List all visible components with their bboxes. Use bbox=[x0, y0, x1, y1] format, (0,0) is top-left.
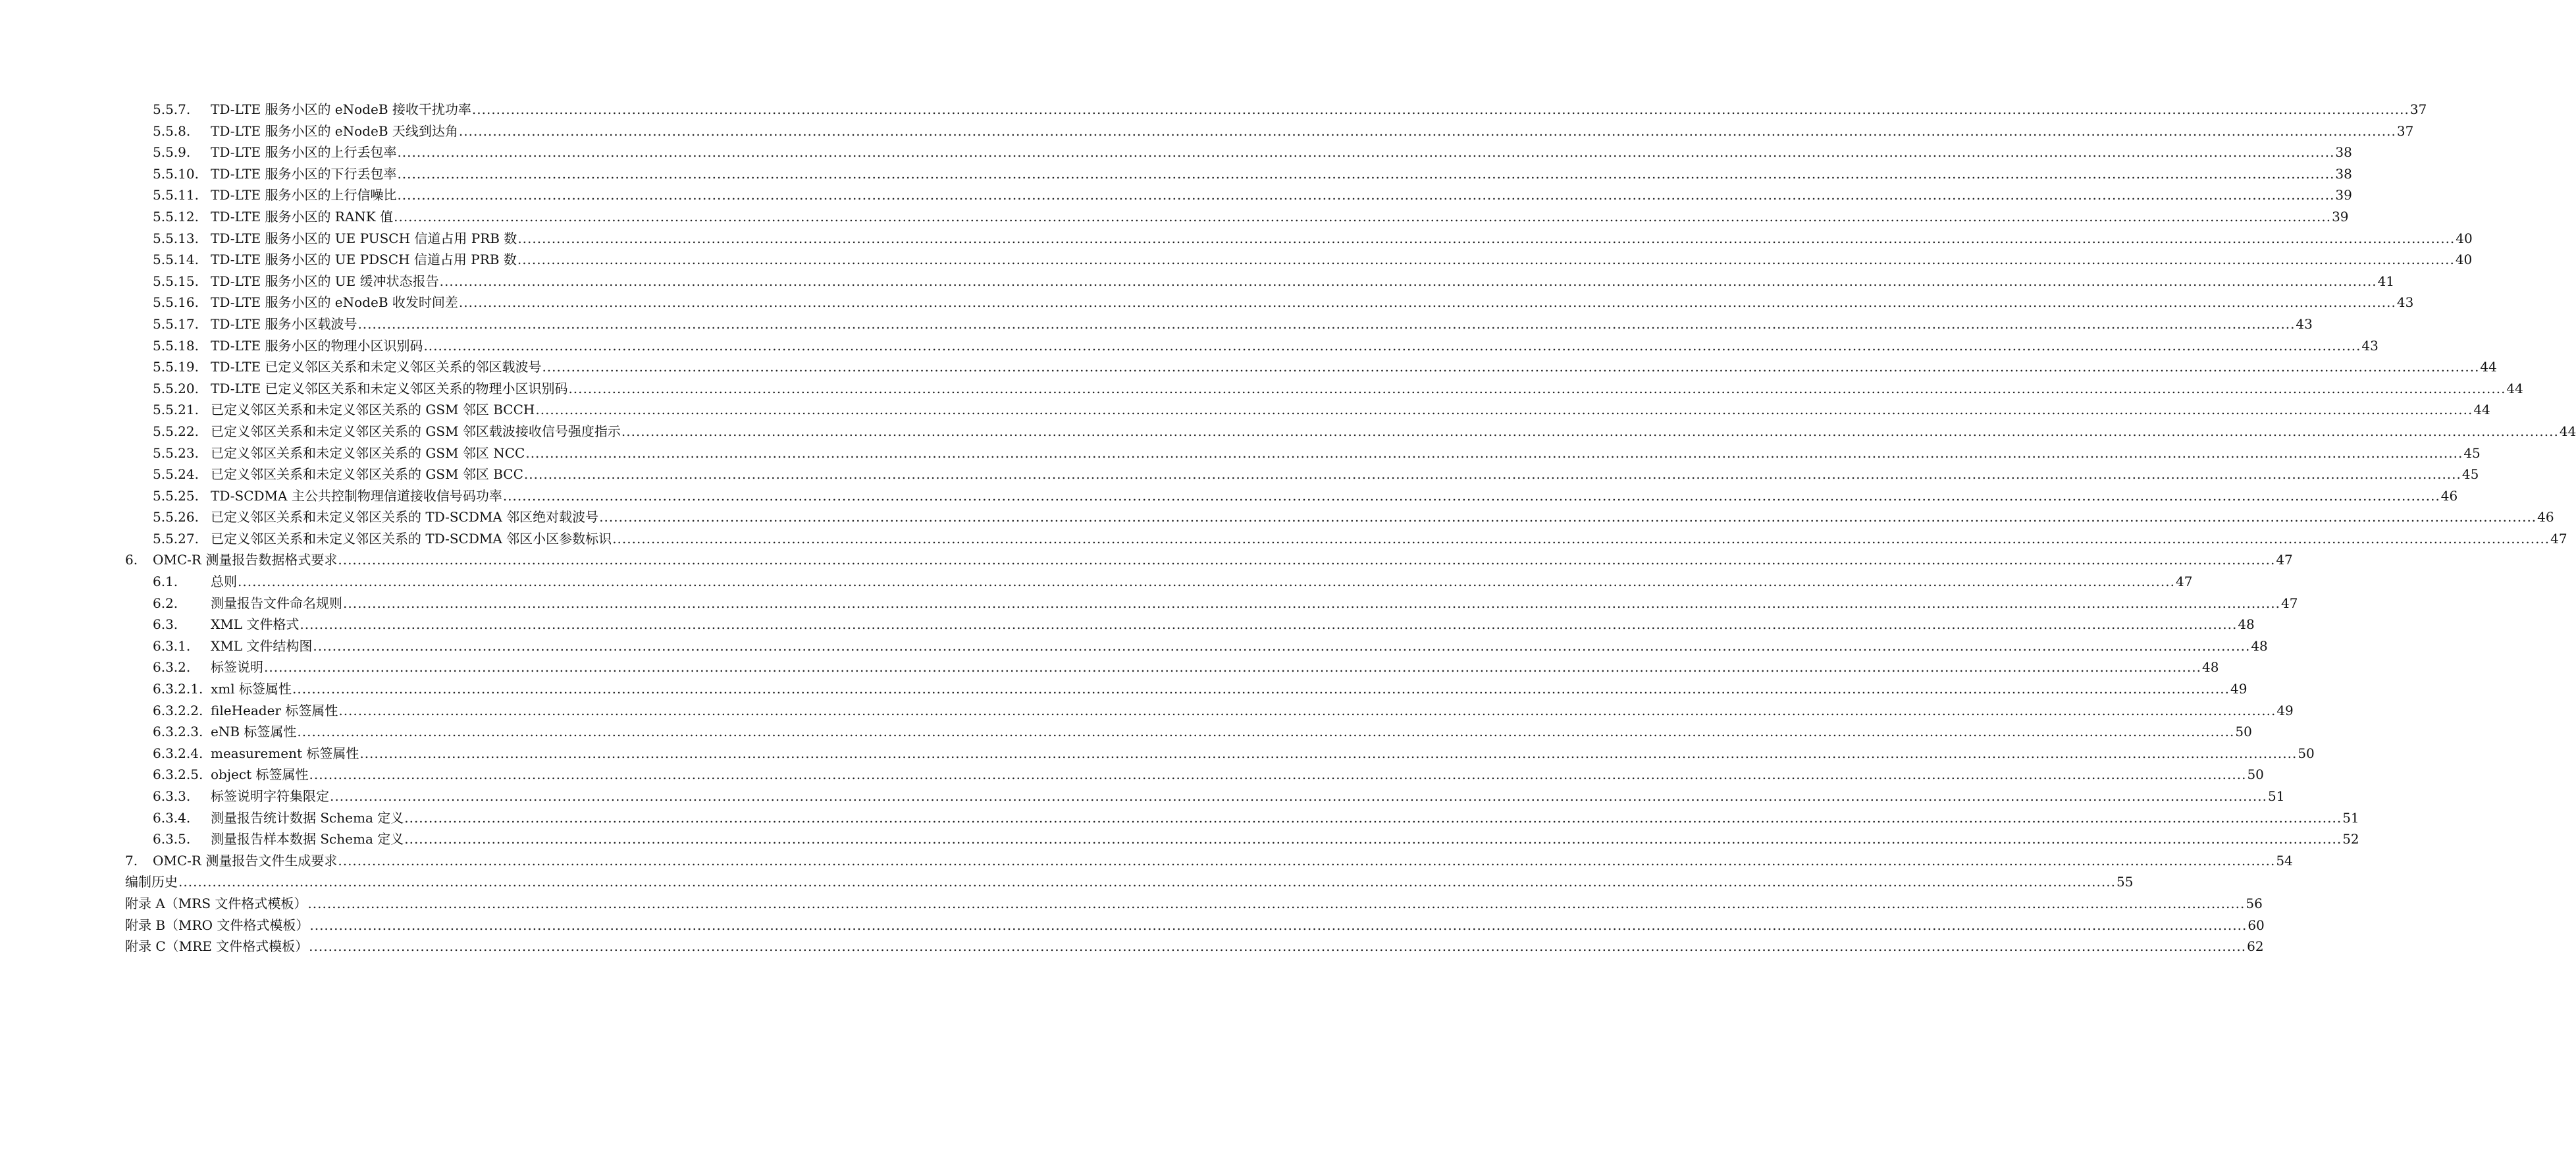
toc-entry-page-number: 49 bbox=[2276, 702, 2294, 718]
dot-leader: ................................................................................................................................................................................................................................................................................................................................................................................................................ bbox=[458, 294, 2396, 311]
dot-leader: ................................................................................................................................................................................................................................................................................................................................................................................................................ bbox=[357, 315, 2296, 332]
toc-entry-number: 6.3.3. bbox=[153, 788, 191, 804]
toc-entry-number: 5.5.15. bbox=[153, 273, 199, 289]
toc-entry[interactable] bbox=[125, 657, 2219, 678]
dot-leader: ................................................................................................................................................................................................................................................................................................................................................................................................................ bbox=[523, 466, 2461, 483]
toc-entry-number: 5.5.10. bbox=[153, 165, 199, 182]
dot-leader: ................................................................................................................................................................................................................................................................................................................................................................................................................ bbox=[517, 252, 2455, 268]
dot-leader: ................................................................................................................................................................................................................................................................................................................................................................................................................ bbox=[439, 273, 2377, 289]
toc-entry-number: 5.5.27. bbox=[153, 530, 199, 547]
toc-entry-number: 6.3.2.1. bbox=[153, 681, 203, 697]
dot-leader: ................................................................................................................................................................................................................................................................................................................................................................................................................ bbox=[517, 230, 2456, 246]
toc-entry-page-number: 49 bbox=[2230, 681, 2247, 697]
toc-entry-title: TD-LTE 服务小区载波号 bbox=[211, 315, 357, 332]
toc-entry-title: TD-LTE 服务小区的 UE PDSCH 信道占用 PRB 数 bbox=[211, 252, 517, 268]
toc-entry-number: 6.3.2.3. bbox=[153, 724, 203, 740]
toc-entry-number: 6.3.2.4. bbox=[153, 745, 203, 761]
toc-entry[interactable] bbox=[125, 292, 2414, 313]
toc-entry-page-number: 37 bbox=[2396, 122, 2414, 139]
toc-entry-page-number: 54 bbox=[2276, 852, 2293, 869]
toc-entry-number: 6.3. bbox=[153, 616, 178, 633]
toc-entry[interactable] bbox=[125, 99, 2427, 121]
toc-entry-page-number: 39 bbox=[2332, 208, 2349, 225]
toc-entry[interactable] bbox=[125, 184, 2352, 206]
toc-entry[interactable] bbox=[125, 807, 2359, 829]
toc-entry-title: TD-LTE 服务小区的 eNodeB 收发时间差 bbox=[211, 294, 458, 311]
toc-entry-page-number: 48 bbox=[2251, 637, 2268, 654]
toc-entry-title: TD-LTE 服务小区的 RANK 值 bbox=[211, 208, 394, 225]
toc-entry[interactable] bbox=[125, 464, 2479, 485]
dot-leader: ................................................................................................................................................................................................................................................................................................................................................................................................................ bbox=[359, 745, 2298, 761]
toc-entry[interactable] bbox=[125, 485, 2458, 507]
toc-entry-number: 5.5.12. bbox=[153, 208, 199, 225]
toc-entry-page-number: 55 bbox=[2116, 874, 2134, 890]
toc-entry[interactable] bbox=[125, 936, 2264, 957]
toc-entry[interactable] bbox=[125, 121, 2414, 142]
toc-entry-number: 5.5.26. bbox=[153, 509, 199, 525]
toc-entry-number: 6. bbox=[125, 552, 138, 568]
toc-entry[interactable] bbox=[125, 743, 2315, 765]
toc-entry-page-number: 45 bbox=[2463, 444, 2481, 461]
dot-leader: ................................................................................................................................................................................................................................................................................................................................................................................................................ bbox=[397, 187, 2335, 203]
table-of-contents bbox=[125, 99, 2576, 957]
toc-entry[interactable] bbox=[125, 443, 2481, 464]
toc-entry-title: TD-LTE 服务小区的 UE 缓冲状态报告 bbox=[211, 273, 439, 289]
dot-leader: ................................................................................................................................................................................................................................................................................................................................................................................................................ bbox=[338, 702, 2276, 718]
toc-entry-page-number: 38 bbox=[2335, 144, 2352, 161]
toc-entry-title: xml 标签属性 bbox=[211, 681, 292, 697]
dot-leader: ................................................................................................................................................................................................................................................................................................................................................................................................................ bbox=[397, 144, 2335, 161]
dot-leader: ................................................................................................................................................................................................................................................................................................................................................................................................................ bbox=[397, 165, 2335, 182]
toc-entry[interactable] bbox=[125, 635, 2268, 657]
toc-entry-number: 5.5.23. bbox=[153, 444, 199, 461]
dot-leader: ................................................................................................................................................................................................................................................................................................................................................................................................................ bbox=[343, 595, 2280, 611]
toc-entry[interactable] bbox=[125, 378, 2523, 400]
dot-leader: ................................................................................................................................................................................................................................................................................................................................................................................................................ bbox=[309, 917, 2247, 933]
toc-entry[interactable] bbox=[125, 271, 2395, 292]
toc-entry-page-number: 48 bbox=[2238, 616, 2255, 633]
toc-entry[interactable] bbox=[125, 163, 2352, 185]
toc-entry-page-number: 47 bbox=[2280, 595, 2298, 611]
dot-leader: ................................................................................................................................................................................................................................................................................................................................................................................................................ bbox=[404, 809, 2342, 826]
toc-entry-page-number: 44 bbox=[2506, 380, 2523, 396]
toc-entry-number: 6.1. bbox=[153, 574, 178, 590]
toc-entry-number: 5.5.11. bbox=[153, 187, 199, 203]
toc-entry-number: 5.5.16. bbox=[153, 294, 199, 311]
dot-leader: ................................................................................................................................................................................................................................................................................................................................................................................................................ bbox=[471, 101, 2409, 117]
toc-entry-number: 6.3.2.2. bbox=[153, 702, 203, 718]
toc-entry-title: TD-LTE 服务小区的物理小区识别码 bbox=[211, 337, 423, 354]
toc-entry-page-number: 48 bbox=[2201, 659, 2219, 676]
toc-entry-number: 5.5.18. bbox=[153, 337, 199, 354]
toc-entry-page-number: 44 bbox=[2559, 423, 2576, 439]
toc-entry-page-number: 40 bbox=[2456, 230, 2473, 246]
dot-leader: ................................................................................................................................................................................................................................................................................................................................................................................................................ bbox=[238, 574, 2175, 590]
toc-entry[interactable] bbox=[125, 764, 2264, 786]
toc-entry-title: TD-SCDMA 主公共控制物理信道接收信号码功率 bbox=[211, 487, 502, 504]
toc-entry-title: fileHeader 标签属性 bbox=[211, 702, 338, 718]
toc-entry-page-number: 44 bbox=[2480, 359, 2497, 375]
toc-entry-number: 5.5.7. bbox=[153, 101, 191, 117]
toc-entry[interactable] bbox=[125, 721, 2252, 743]
toc-entry[interactable] bbox=[125, 335, 2379, 357]
toc-entry[interactable] bbox=[125, 506, 2554, 528]
toc-entry-page-number: 41 bbox=[2377, 273, 2395, 289]
toc-entry[interactable] bbox=[125, 313, 2313, 335]
toc-entry-page-number: 46 bbox=[2537, 509, 2554, 525]
toc-entry-title: TD-LTE 已定义邻区关系和未定义邻区关系的物理小区识别码 bbox=[211, 380, 568, 396]
toc-entry-number: 5.5.19. bbox=[153, 359, 199, 375]
dot-leader: ................................................................................................................................................................................................................................................................................................................................................................................................................ bbox=[423, 337, 2361, 354]
toc-entry-title: 已定义邻区关系和未定义邻区关系的 TD-SCDMA 邻区绝对载波号 bbox=[211, 509, 599, 525]
dot-leader: ................................................................................................................................................................................................................................................................................................................................................................................................................ bbox=[178, 874, 2116, 890]
toc-entry-number: 5.5.24. bbox=[153, 466, 199, 483]
toc-entry[interactable] bbox=[125, 528, 2567, 550]
toc-entry[interactable] bbox=[125, 206, 2349, 228]
toc-entry-number: 5.5.22. bbox=[153, 423, 199, 439]
toc-entry-page-number: 46 bbox=[2440, 487, 2458, 504]
toc-entry-page-number: 47 bbox=[2550, 530, 2567, 547]
toc-entry[interactable] bbox=[125, 356, 2497, 378]
dot-leader: ................................................................................................................................................................................................................................................................................................................................................................................................................ bbox=[307, 895, 2246, 911]
toc-entry[interactable] bbox=[125, 228, 2473, 250]
toc-entry-title: 标签说明 bbox=[211, 659, 263, 676]
toc-entry-page-number: 43 bbox=[2396, 294, 2414, 311]
toc-entry-page-number: 50 bbox=[2298, 745, 2315, 761]
toc-entry-number: 5.5.21. bbox=[153, 402, 199, 418]
toc-entry-title: TD-LTE 服务小区的 eNodeB 接收干扰功率 bbox=[211, 101, 471, 117]
toc-entry[interactable] bbox=[125, 593, 2298, 614]
toc-entry-page-number: 43 bbox=[2296, 315, 2313, 332]
dot-leader: ................................................................................................................................................................................................................................................................................................................................................................................................................ bbox=[404, 831, 2342, 847]
toc-entry-title: 已定义邻区关系和未定义邻区关系的 TD-SCDMA 邻区小区参数标识 bbox=[211, 530, 612, 547]
dot-leader: ................................................................................................................................................................................................................................................................................................................................................................................................................ bbox=[502, 487, 2440, 504]
toc-entry-page-number: 52 bbox=[2342, 831, 2359, 847]
toc-entry[interactable] bbox=[125, 850, 2293, 872]
toc-entry[interactable] bbox=[125, 915, 2265, 936]
dot-leader: ................................................................................................................................................................................................................................................................................................................................................................................................................ bbox=[309, 938, 2247, 955]
dot-leader: ................................................................................................................................................................................................................................................................................................................................................................................................................ bbox=[458, 122, 2396, 139]
dot-leader: ................................................................................................................................................................................................................................................................................................................................................................................................................ bbox=[599, 509, 2537, 525]
toc-entry-page-number: 45 bbox=[2461, 466, 2479, 483]
toc-entry-number: 6.3.2. bbox=[153, 659, 191, 676]
toc-entry-page-number: 37 bbox=[2409, 101, 2427, 117]
toc-entry-title: measurement 标签属性 bbox=[211, 745, 359, 761]
dot-leader: ................................................................................................................................................................................................................................................................................................................................................................................................................ bbox=[330, 788, 2267, 804]
toc-entry-title: 测量报告样本数据 Schema 定义 bbox=[211, 831, 404, 847]
toc-entry-page-number: 47 bbox=[2276, 552, 2293, 568]
toc-entry[interactable] bbox=[125, 549, 2293, 571]
toc-entry[interactable] bbox=[125, 249, 2473, 271]
toc-entry-title: 测量报告文件命名规则 bbox=[211, 595, 342, 611]
toc-entry-number: 5.5.17. bbox=[153, 315, 199, 332]
toc-entry[interactable] bbox=[125, 571, 2193, 593]
toc-entry-number: 5.5.9. bbox=[153, 144, 191, 161]
toc-entry-title: TD-LTE 服务小区的 UE PUSCH 信道占用 PRB 数 bbox=[211, 230, 517, 246]
dot-leader: ................................................................................................................................................................................................................................................................................................................................................................................................................ bbox=[264, 659, 2201, 676]
toc-entry-title: OMC-R 测量报告文件生成要求 bbox=[153, 852, 338, 869]
toc-entry-title: 总则 bbox=[211, 574, 237, 590]
toc-entry[interactable] bbox=[125, 421, 2576, 443]
toc-entry-page-number: 44 bbox=[2473, 402, 2490, 418]
toc-entry-page-number: 51 bbox=[2342, 809, 2359, 826]
toc-entry-title: OMC-R 测量报告数据格式要求 bbox=[153, 552, 338, 568]
toc-entry[interactable] bbox=[125, 399, 2490, 421]
toc-entry[interactable] bbox=[125, 142, 2352, 163]
toc-entry-title: TD-LTE 服务小区的下行丢包率 bbox=[211, 165, 397, 182]
dot-leader: ................................................................................................................................................................................................................................................................................................................................................................................................................ bbox=[309, 766, 2247, 783]
toc-entry-title: 附录 B（MRO 文件格式模板） bbox=[125, 917, 309, 933]
toc-entry-number: 6.3.4. bbox=[153, 809, 191, 826]
toc-entry-number: 5.5.20. bbox=[153, 380, 199, 396]
toc-entry-number: 6.2. bbox=[153, 595, 178, 611]
toc-entry-page-number: 50 bbox=[2235, 724, 2252, 740]
toc-entry-number: 6.3.1. bbox=[153, 637, 191, 654]
toc-entry-number: 6.3.2.5. bbox=[153, 766, 203, 783]
dot-leader: ................................................................................................................................................................................................................................................................................................................................................................................................................ bbox=[297, 724, 2235, 740]
toc-entry-page-number: 56 bbox=[2246, 895, 2263, 911]
dot-leader: ................................................................................................................................................................................................................................................................................................................................................................................................................ bbox=[535, 402, 2473, 418]
toc-entry-title: XML 文件结构图 bbox=[211, 637, 313, 654]
toc-entry-title: TD-LTE 服务小区的 eNodeB 天线到达角 bbox=[211, 122, 458, 139]
toc-entry-number: 5.5.13. bbox=[153, 230, 199, 246]
toc-entry[interactable] bbox=[125, 828, 2359, 850]
toc-entry-title: 编制历史 bbox=[125, 874, 178, 890]
toc-entry-number: 5.5.25. bbox=[153, 487, 199, 504]
dot-leader: ................................................................................................................................................................................................................................................................................................................................................................................................................ bbox=[300, 616, 2238, 633]
toc-entry-title: eNB 标签属性 bbox=[211, 724, 297, 740]
dot-leader: ................................................................................................................................................................................................................................................................................................................................................................................................................ bbox=[525, 444, 2463, 461]
toc-entry-title: 已定义邻区关系和未定义邻区关系的 GSM 邻区载波接收信号强度指示 bbox=[211, 423, 621, 439]
toc-entry-title: TD-LTE 已定义邻区关系和未定义邻区关系的邻区载波号 bbox=[211, 359, 542, 375]
toc-entry-page-number: 62 bbox=[2247, 938, 2264, 955]
toc-entry-title: 已定义邻区关系和未定义邻区关系的 GSM 邻区 BCC bbox=[211, 466, 523, 483]
toc-entry[interactable] bbox=[125, 614, 2255, 635]
dot-leader: ................................................................................................................................................................................................................................................................................................................................................................................................................ bbox=[612, 530, 2550, 547]
toc-entry-title: TD-LTE 服务小区的上行丢包率 bbox=[211, 144, 397, 161]
toc-entry-number: 7. bbox=[125, 852, 138, 869]
toc-entry-page-number: 43 bbox=[2361, 337, 2379, 354]
toc-entry-title: TD-LTE 服务小区的上行信噪比 bbox=[211, 187, 397, 203]
toc-entry[interactable] bbox=[125, 786, 2285, 807]
dot-leader: ................................................................................................................................................................................................................................................................................................................................................................................................................ bbox=[338, 852, 2276, 869]
toc-entry[interactable] bbox=[125, 700, 2294, 722]
dot-leader: ................................................................................................................................................................................................................................................................................................................................................................................................................ bbox=[292, 681, 2230, 697]
dot-leader: ................................................................................................................................................................................................................................................................................................................................................................................................................ bbox=[542, 359, 2480, 375]
toc-entry-title: 测量报告统计数据 Schema 定义 bbox=[211, 809, 404, 826]
dot-leader: ................................................................................................................................................................................................................................................................................................................................................................................................................ bbox=[338, 552, 2276, 568]
toc-entry[interactable] bbox=[125, 871, 2134, 893]
toc-entry-title: 附录 C（MRE 文件格式模板） bbox=[125, 938, 309, 955]
toc-entry-number: 5.5.8. bbox=[153, 122, 191, 139]
toc-entry-title: 附录 A（MRS 文件格式模板） bbox=[125, 895, 307, 911]
toc-entry-page-number: 38 bbox=[2335, 165, 2352, 182]
toc-entry-title: XML 文件格式 bbox=[211, 616, 300, 633]
toc-entry-title: 已定义邻区关系和未定义邻区关系的 GSM 邻区 BCCH bbox=[211, 402, 535, 418]
toc-entry-title: object 标签属性 bbox=[211, 766, 309, 783]
toc-entry-page-number: 51 bbox=[2267, 788, 2285, 804]
toc-entry-number: 6.3.5. bbox=[153, 831, 191, 847]
dot-leader: ................................................................................................................................................................................................................................................................................................................................................................................................................ bbox=[568, 380, 2506, 396]
toc-entry-page-number: 60 bbox=[2247, 917, 2265, 933]
toc-entry-title: 已定义邻区关系和未定义邻区关系的 GSM 邻区 NCC bbox=[211, 444, 525, 461]
toc-entry-page-number: 50 bbox=[2247, 766, 2264, 783]
toc-entry-page-number: 40 bbox=[2455, 252, 2473, 268]
toc-entry[interactable] bbox=[125, 678, 2247, 700]
toc-entry-title: 标签说明字符集限定 bbox=[211, 788, 329, 804]
toc-entry-number: 5.5.14. bbox=[153, 252, 199, 268]
dot-leader: ................................................................................................................................................................................................................................................................................................................................................................................................................ bbox=[621, 423, 2559, 439]
toc-entry-page-number: 47 bbox=[2175, 574, 2193, 590]
dot-leader: ................................................................................................................................................................................................................................................................................................................................................................................................................ bbox=[313, 637, 2251, 654]
dot-leader: ................................................................................................................................................................................................................................................................................................................................................................................................................ bbox=[394, 208, 2332, 225]
toc-entry-page-number: 39 bbox=[2335, 187, 2352, 203]
toc-entry[interactable] bbox=[125, 893, 2263, 915]
